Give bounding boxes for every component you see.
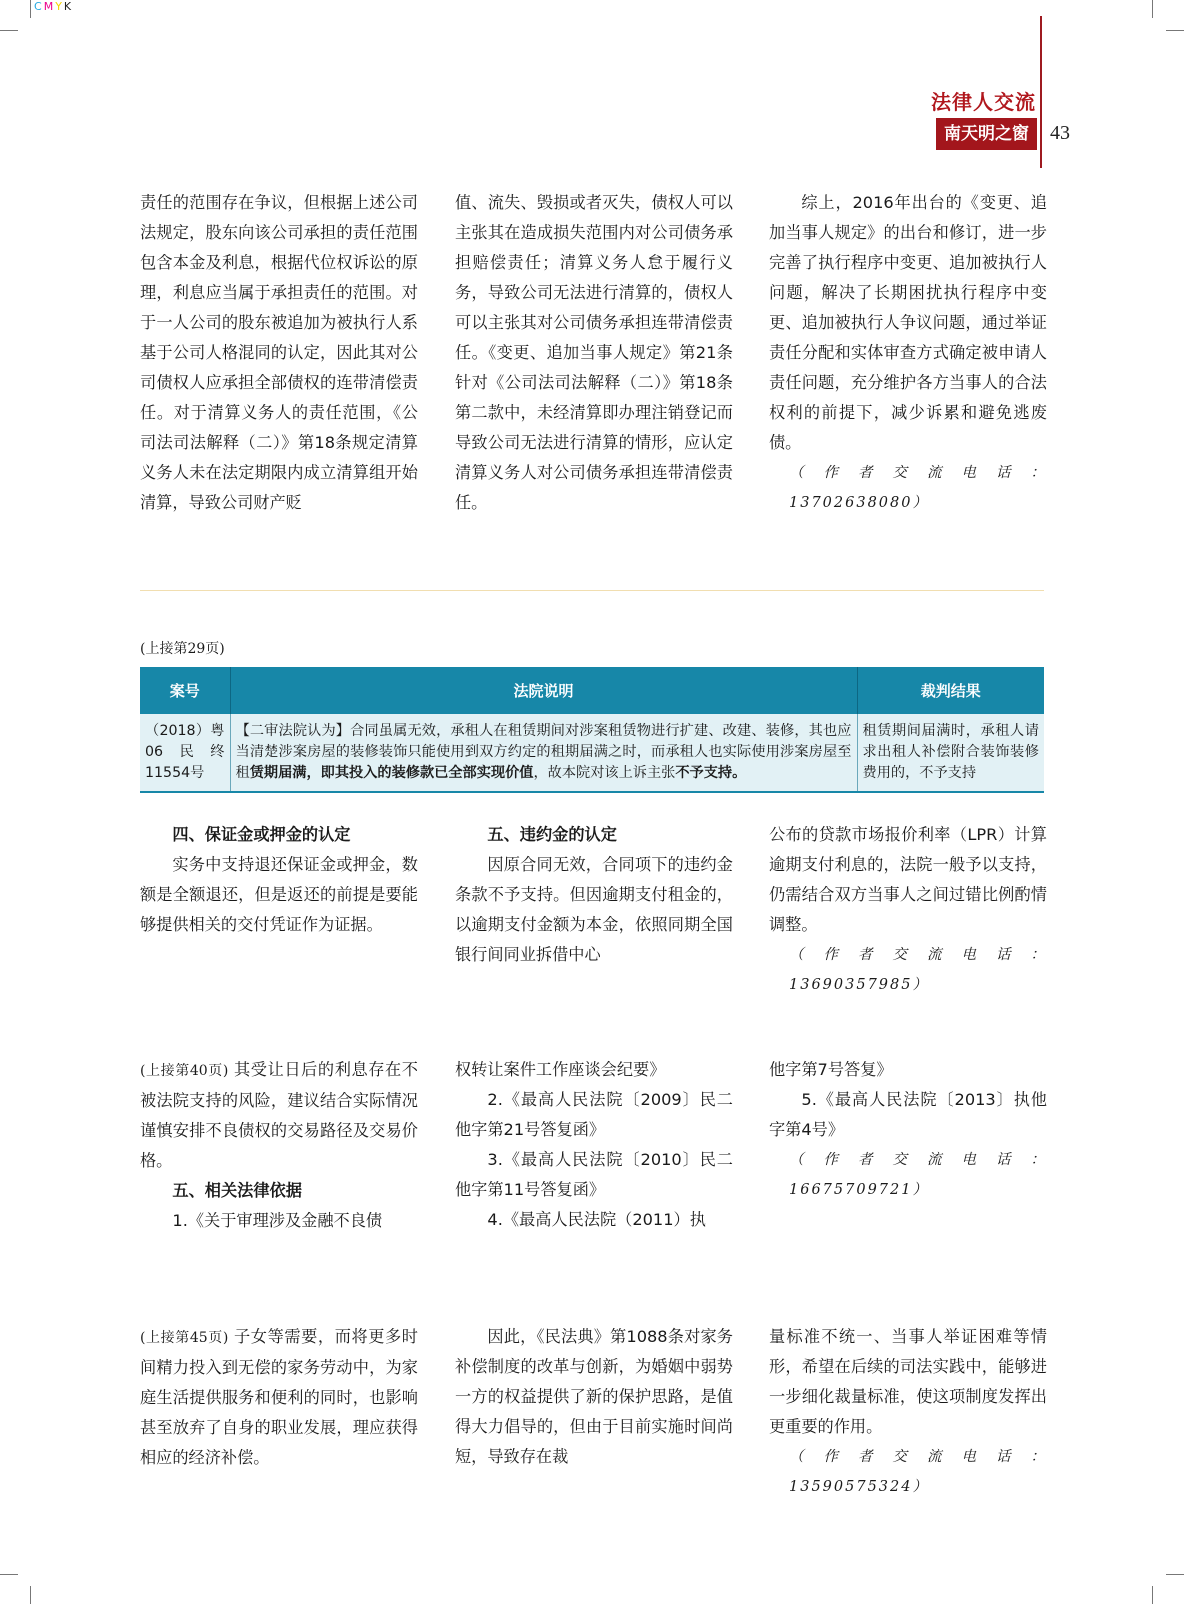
col-header-result: 裁判结果 — [857, 667, 1044, 714]
reference-item: 2.《最高人民法院〔2009〕民二他字第21号答复函》 — [455, 1090, 733, 1139]
crop-mark — [1166, 1574, 1184, 1575]
table-row — [140, 714, 1044, 792]
crop-mark — [1152, 1586, 1153, 1604]
section-title: 法律人交流 — [931, 90, 1036, 114]
author-phone: （作者交流电话：16675709721） — [789, 1152, 1047, 1198]
col-header-case: 案号 — [140, 667, 230, 714]
section-heading: 五、违约金的认定 — [487, 825, 617, 844]
crop-mark — [1152, 0, 1153, 18]
block2-col1 — [140, 820, 418, 940]
block4-col1 — [140, 1322, 418, 1473]
crop-mark — [0, 30, 18, 31]
paragraph: 因原合同无效，合同项下的违约金条款不予支持。但因逾期支付租金的，以逾期支付金额为本金，依照同期全国银行间同业拆借中心 — [455, 855, 733, 964]
block2-col2 — [455, 820, 733, 970]
section-heading: 五、相关法律依据 — [172, 1181, 302, 1200]
court-explanation — [230, 714, 857, 792]
paragraph: 实务中支持退还保证金或押金，数额是全额退还，但是返还的前提是要能够提供相关的交付凭证作为证据。 — [140, 855, 418, 934]
crop-mark — [30, 1586, 31, 1604]
paragraph: 值、流失、毁损或者灭失，债权人可以主张其在造成损失范围内对公司债务承担赔偿责任；清算义务人怠于履行义务，导致公司无法进行清算的，债权人可以主张其对公司债务承担连带清偿责任。《变更、追加当事人规定》第21条针对《公司法司法解释（二）》第18条第二款中，未经清算即办理注销登记而导致公司无法进行清算的情形，应认定清算义务人对公司债务承担连带清偿责任。 — [455, 193, 733, 512]
section-heading: 四、保证金或押金的认定 — [172, 825, 351, 844]
block1-col1 — [140, 188, 418, 518]
explanation-text: ，故本院对该上诉主张 — [533, 765, 676, 781]
magazine-badge: 南天明之窗 — [936, 118, 1037, 150]
crop-mark — [0, 1574, 18, 1575]
block4-col2 — [455, 1322, 733, 1472]
block3-col2 — [455, 1055, 733, 1235]
explanation-emphasis: 不予支持。 — [675, 765, 747, 781]
block1-col2 — [455, 188, 733, 518]
crop-mark — [30, 0, 31, 18]
continued-label: (上接第40页) — [140, 1063, 229, 1079]
continued-label: (上接第29页) — [140, 641, 225, 657]
paragraph: 责任的范围存在争议，但根据上述公司法规定，股东向该公司承担的责任范围包含本金及利息，根据代位权诉讼的原理，利息应当属于承担责任的范围。对于一人公司的股东被追加为被执行人系基于公司人格混同的认定，因此其对公司债权人应承担全部债权的连带清偿责任。对于清算义务人的责任范围，《公司法司法解释（二）》第18条规定清算义务人未在法定期限内成立清算组开始清算，导致公司财产贬 — [140, 193, 418, 512]
paragraph-text: 子女等需要，而将更多时间精力投入到无偿的家务劳动中，为家庭生活提供服务和便利的同时，也影响甚至放弃了自身的职业发展，理应获得相应的经济补偿。 — [140, 1327, 418, 1467]
paragraph-text: 其受让日后的利息存在不被法院支持的风险，建议结合实际情况谨慎安排不良债权的交易路径及交易价格。 — [140, 1060, 418, 1170]
header-divider — [1040, 16, 1042, 168]
reference-item: 权转让案件工作座谈会纪要》 — [455, 1060, 666, 1079]
ruling-table — [140, 667, 1044, 793]
reference-item: 1.《关于审理涉及金融不良债 — [172, 1211, 383, 1230]
cmyk-registration: CMYK — [34, 0, 74, 13]
reference-item: 3.《最高人民法院〔2010〕民二他字第11号答复函》 — [455, 1150, 733, 1199]
page-number: 43 — [1050, 122, 1070, 144]
case-number: （2018）粤06民终11554号 — [140, 714, 230, 792]
section-divider — [140, 590, 1044, 591]
col-header-explanation: 法院说明 — [230, 667, 857, 714]
table-header-row — [140, 667, 1044, 714]
paragraph: 公布的贷款市场报价利率（LPR）计算逾期支付利息的，法院一般予以支持，仍需结合双方当事人之间过错比例酌情调整。 — [769, 825, 1047, 934]
author-phone: （作者交流电话：13690357985） — [789, 947, 1047, 993]
reference-item: 4.《最高人民法院（2011）执 — [487, 1210, 706, 1229]
paragraph — [140, 1322, 418, 1473]
paragraph: 综上，2016年出台的《变更、追加当事人规定》的出台和修订，进一步完善了执行程序中变更、追加被执行人问题，解决了长期困扰执行程序中变更、追加被执行人争议问题，通过举证责任分配和实体审查方式确定被申请人责任问题，充分维护各方当事人的合法权利的前提下，减少诉累和避免逃废债。 — [769, 193, 1047, 452]
paragraph: 量标准不统一、当事人举证困难等情形，希望在后续的司法实践中，能够进一步细化裁量标准，使这项制度发挥出更重要的作用。 — [769, 1327, 1047, 1436]
reference-item: 5.《最高人民法院〔2013〕执他字第4号》 — [769, 1090, 1047, 1139]
author-phone: （作者交流电话：13702638080） — [789, 465, 1047, 511]
explanation-text: 【二审法院认为】合同虽属无效，承租人在租赁期间对涉案租赁物进行扩建、改建、装修，其也应当清楚涉案房屋的装修装饰只能使用到双方约定的租期届满之时，而承租人也实际使用涉案房屋至租 — [235, 723, 852, 781]
ruling-result: 租赁期间届满时，承租人请求出租人补偿附合装饰装修费用的，不予支持 — [857, 714, 1044, 792]
block1-col3 — [769, 188, 1047, 518]
reference-item: 他字第7号答复》 — [769, 1060, 893, 1079]
continued-label: (上接第45页) — [140, 1330, 229, 1346]
explanation-emphasis: 赁期届满，即其投入的装修款已全部实现价值 — [249, 765, 534, 781]
block3-col3 — [769, 1055, 1047, 1205]
block4-col3 — [769, 1322, 1047, 1502]
crop-mark — [1166, 30, 1184, 31]
paragraph: 因此，《民法典》第1088条对家务补偿制度的改革与创新，为婚姻中弱势一方的权益提供了新的保护思路，是值得大力倡导的，但由于目前实施时间尚短，导致存在裁 — [455, 1327, 733, 1466]
block3-col1 — [140, 1055, 418, 1236]
paragraph — [140, 1055, 418, 1176]
author-phone: （作者交流电话：13590575324） — [789, 1449, 1047, 1495]
block2-col3 — [769, 820, 1047, 1000]
